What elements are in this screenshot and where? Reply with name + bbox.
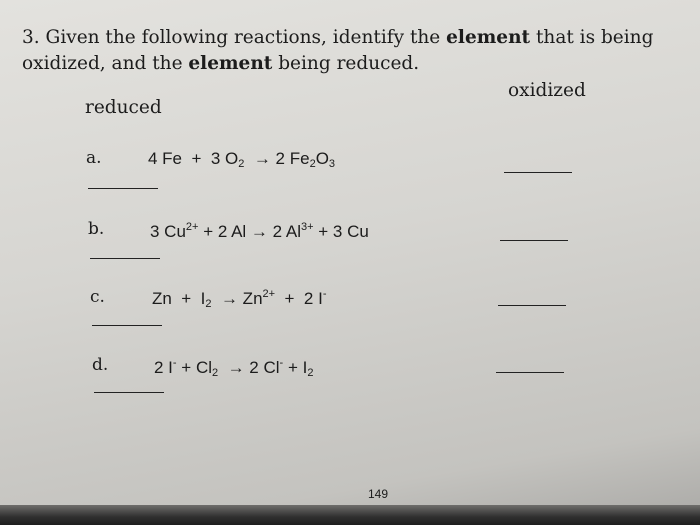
page-bottom-edge (0, 505, 700, 525)
question-text-part3: being reduced. (278, 53, 420, 74)
question-emphasis-element-2: element (188, 53, 273, 74)
reaction-a-oxidized-blank[interactable] (504, 172, 572, 173)
question-text-part1: Given the following reactions, identify the (45, 27, 441, 48)
page-number: 149 (368, 487, 389, 501)
question-text-part2: that is being oxidized, and the (22, 27, 654, 74)
reaction-b-letter: b. (88, 219, 105, 239)
reaction-b-oxidized-blank[interactable] (500, 240, 568, 241)
reaction-b-reduced-blank[interactable] (90, 258, 160, 259)
reaction-c-oxidized-blank[interactable] (498, 305, 566, 306)
reaction-d-reduced-blank[interactable] (94, 392, 164, 393)
reaction-a-reduced-blank[interactable] (88, 188, 158, 189)
reaction-c-reduced-blank[interactable] (92, 325, 162, 326)
question-emphasis-element-1: element (446, 27, 531, 48)
reaction-c-equation: $Zn + I_2 \to Zn^{2+} + 2$ I- (152, 288, 327, 310)
reaction-d-equation: 2 $I^- + Cl_2 \to 2$ $Cl^- + I_2$ (154, 357, 314, 379)
question-number: 3. (22, 27, 40, 48)
reaction-c-letter: c. (90, 287, 105, 307)
reaction-d-letter: d. (92, 355, 109, 375)
reaction-b-equation: 3 $Cu^{2+} + 2$ Al → 2 $Al^{3+} + 3$ Cu (150, 221, 369, 241)
reduced-column-header: reduced (85, 97, 162, 118)
reaction-a-letter: a. (86, 148, 102, 168)
reaction-d-oxidized-blank[interactable] (496, 372, 564, 373)
oxidized-column-header: oxidized (508, 80, 586, 101)
question-text (22, 25, 692, 77)
reaction-a-equation: 4 Fe + 3 $O_2 \to 2$ $Fe_2O_3$ (148, 149, 336, 170)
